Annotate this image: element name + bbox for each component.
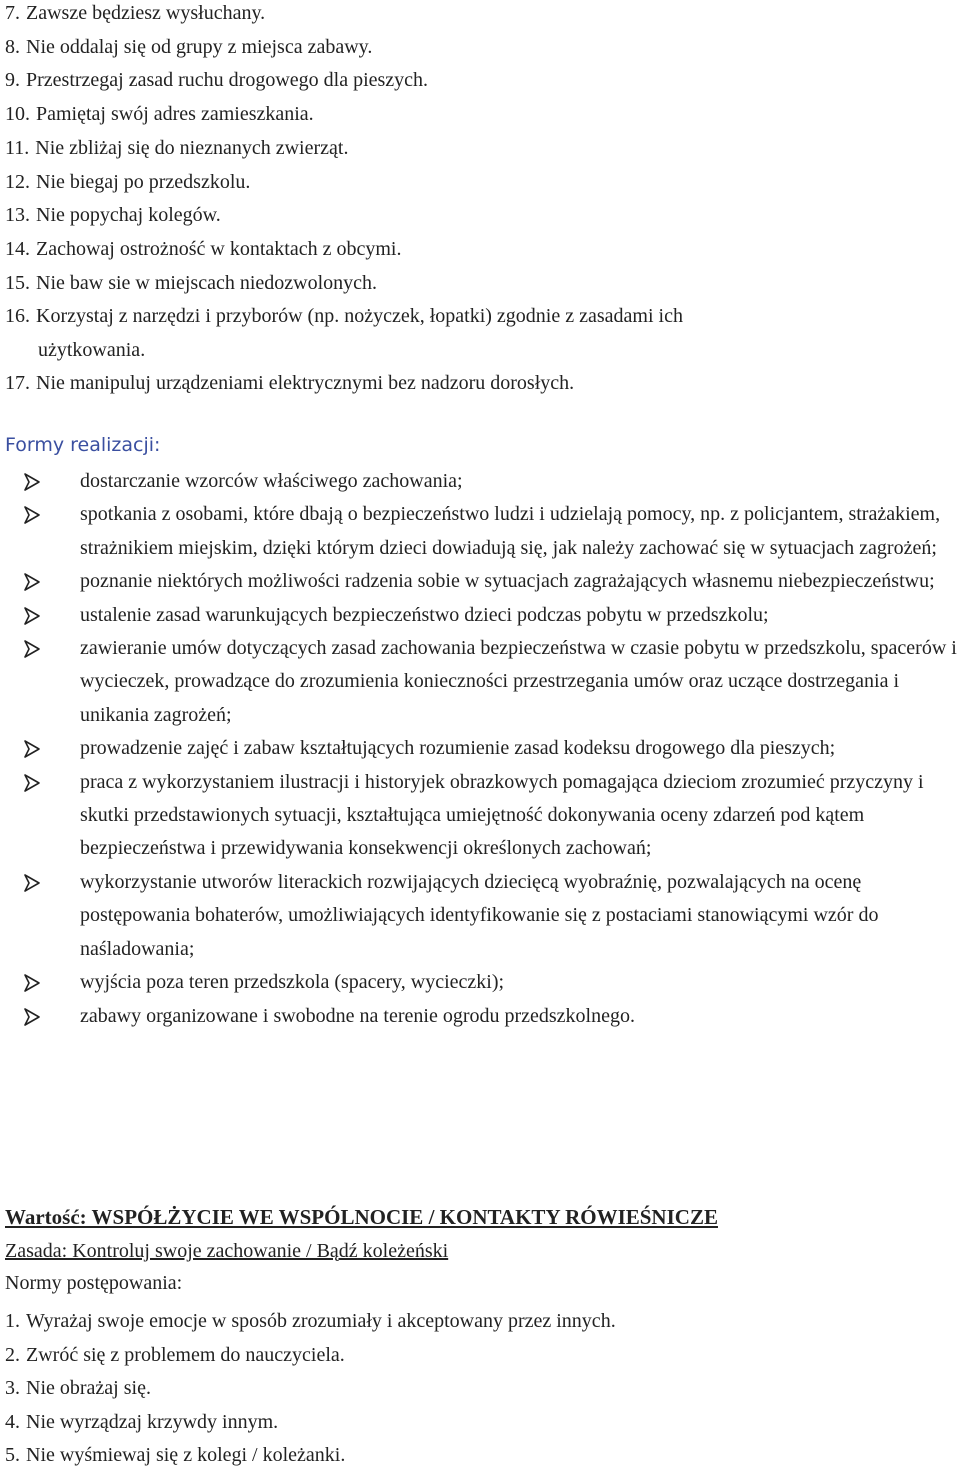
list-item	[5, 166, 683, 200]
bullet-item	[5, 498, 960, 565]
list-item	[5, 31, 683, 65]
bullet-item	[5, 632, 960, 732]
bullet-item	[5, 465, 960, 498]
list-item	[5, 1406, 616, 1440]
list-item	[5, 1372, 616, 1406]
list-item	[5, 199, 683, 233]
bullet-item	[5, 599, 960, 632]
bullet-item	[5, 966, 960, 999]
bullet-text: zabawy organizowane i swobodne na terenie ogrodu przedszkolnego.	[80, 1004, 635, 1027]
list-item	[5, 64, 683, 98]
section-heading-formy: Formy realizacji:	[5, 434, 161, 456]
item-text: Nie popychaj kolegów.	[36, 204, 221, 227]
item-number: 13.	[5, 204, 30, 227]
item-number: 3.	[5, 1377, 20, 1399]
principle-heading: Zasada: Kontroluj swoje zachowanie / Bądź koleżeński	[5, 1240, 449, 1262]
item-text: Nie zbliżaj się do nieznanych zwierząt.	[35, 136, 349, 159]
list-item	[5, 1439, 616, 1473]
item-number: 1.	[5, 1310, 20, 1332]
item-text: Nie wyśmiewaj się z kolegi / koleżanki.	[26, 1444, 346, 1466]
bullet-text: wyjścia poza teren przedszkola (spacery, wycieczki);	[80, 971, 505, 994]
arrow-bullet-icon	[22, 1007, 42, 1027]
item-text: Pamiętaj swój adres zamieszkania.	[36, 103, 314, 126]
list-item	[5, 1339, 616, 1373]
value-heading: Wartość: WSPÓŁŻYCIE WE WSPÓLNOCIE / KONTAKTY RÓWIEŚNICZE	[5, 1205, 718, 1229]
item-number: 12.	[5, 170, 30, 193]
item-text: Nie manipuluj urządzeniami elektrycznymi bez nadzoru dorosłych.	[36, 372, 575, 395]
norms-heading: Normy postępowania:	[5, 1272, 183, 1294]
arrow-bullet-icon	[22, 572, 42, 592]
bullet-item	[5, 1000, 960, 1033]
arrow-bullet-icon	[22, 505, 42, 525]
item-number: 7.	[5, 2, 20, 24]
list-item	[5, 367, 683, 401]
bullet-text: poznanie niektórych możliwości radzenia sobie w sytuacjach zagrażających własnemu niebezpieczeństwu;	[80, 570, 935, 593]
item-text: Zachowaj ostrożność w kontaktach z obcymi.	[36, 237, 402, 260]
arrow-bullet-icon	[22, 472, 42, 492]
item-number: 11.	[5, 136, 30, 159]
item-number: 10.	[5, 103, 30, 126]
item-text-continuation: użytkowania.	[38, 339, 146, 362]
item-number: 4.	[5, 1410, 20, 1433]
arrow-bullet-icon	[22, 973, 42, 993]
arrow-bullet-icon	[22, 639, 42, 659]
item-text: Przestrzegaj zasad ruchu drogowego dla pieszych.	[26, 69, 429, 92]
list-item	[5, 267, 683, 301]
list-item	[5, 1305, 616, 1339]
item-number: 9.	[5, 69, 20, 92]
bullet-text: prowadzenie zajęć i zabaw kształtujących rozumienie zasad kodeksu drogowego dla pieszych;	[80, 737, 836, 760]
arrow-bullet-icon	[22, 606, 42, 626]
bullet-text: spotkania z osobami, które dbają o bezpieczeństwo ludzi i udzielają pomocy, np. z policjantem, strażakiem, strażnikiem miejskim, dzięki którym dzieci dowiadują się, jak należy zachować się w sytuacjach zagrożeń;	[80, 503, 941, 559]
bullet-text: praca z wykorzystaniem ilustracji i historyjek obrazkowych pomagająca dzieciom zrozumieć przyczyny i skutki przedstawionych sytuacji, kształtująca umiejętność dokonywania oceny zdarzeń pod kątem bezpieczeństwa i przewidywania konsekwencji określonych zachowań;	[80, 770, 924, 860]
list-item	[5, 98, 683, 132]
arrow-bullet-icon	[22, 739, 42, 759]
item-number: 14.	[5, 237, 30, 260]
arrow-bullet-icon	[22, 873, 42, 893]
item-text: Zwróć się z problemem do nauczyciela.	[26, 1343, 345, 1366]
item-text: Nie biegaj po przedszkolu.	[36, 170, 251, 193]
item-text: Nie obrażaj się.	[26, 1377, 151, 1399]
item-number: 17.	[5, 372, 30, 395]
bullet-item	[5, 732, 960, 765]
item-text: Wyrażaj swoje emocje w sposób zrozumiały i akceptowany przez innych.	[26, 1310, 616, 1332]
item-number: 15.	[5, 271, 30, 294]
item-text: Nie oddalaj się od grupy z miejsca zabawy.	[26, 35, 373, 58]
formy-bullet-list	[5, 465, 960, 1033]
bullet-text: dostarczanie wzorców właściwego zachowania;	[80, 470, 463, 492]
bullet-item	[5, 766, 960, 866]
bullet-item	[5, 565, 960, 598]
bullet-text: wykorzystanie utworów literackich rozwijających dziecięcą wyobraźnię, pozwalających na ocenę postępowania bohaterów, umożliwiających identyfikowanie się z postaciami stanowiącymi wzór do naśladowania;	[80, 870, 879, 960]
bullet-text: ustalenie zasad warunkujących bezpieczeństwo dzieci podczas pobytu w przedszkolu;	[80, 603, 769, 626]
rules-list	[5, 0, 683, 401]
item-text: Zawsze będziesz wysłuchany.	[26, 2, 266, 24]
item-text: Nie baw sie w miejscach niedozwolonych.	[36, 271, 378, 294]
bullet-item	[5, 866, 960, 966]
item-number: 5.	[5, 1444, 20, 1466]
list-item	[5, 233, 683, 267]
arrow-bullet-icon	[22, 773, 42, 793]
item-number: 2.	[5, 1343, 20, 1366]
norms-list	[5, 1305, 616, 1473]
list-item	[5, 132, 683, 166]
list-item	[5, 0, 683, 31]
item-number: 16.	[5, 305, 30, 328]
item-number: 8.	[5, 35, 20, 58]
item-text: Korzystaj z narzędzi i przyborów (np. nożyczek, łopatki) zgodnie z zasadami ich	[36, 305, 683, 328]
list-item	[5, 300, 683, 367]
item-text: Nie wyrządzaj krzywdy innym.	[26, 1410, 279, 1433]
bullet-text: zawieranie umów dotyczących zasad zachowania bezpieczeństwa w czasie pobytu w przedszkolu, spacerów i wycieczek, prowadzące do zrozumienia konieczności przestrzegania umów oraz uczące dostrzegania i unikania zagrożeń;	[80, 637, 957, 726]
